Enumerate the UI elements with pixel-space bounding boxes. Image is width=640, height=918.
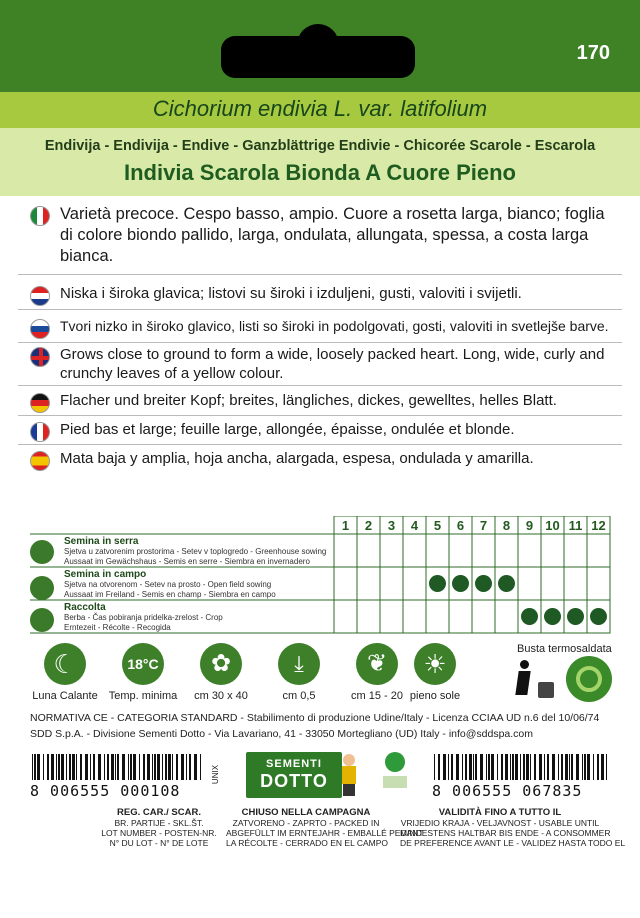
barcode-bar (512, 754, 514, 780)
calendar-cell (587, 567, 610, 600)
calendar-cell (518, 567, 541, 600)
barcode-bar (117, 754, 119, 780)
description-text: Grows close to ground to form a wide, loosely packed heart. Long, wide, curly and crunchy leaves of a yellow colour. (60, 346, 605, 382)
sowing-calendar (30, 516, 612, 634)
barcode-bar (544, 754, 545, 780)
foot-line: ZATVORENO - ZAPRTO - PACKED IN (232, 818, 380, 828)
description-es (30, 449, 620, 471)
barcode-bar (497, 754, 498, 780)
barcode-bar (66, 754, 67, 780)
barcode-bar (488, 754, 490, 780)
barcode-bar (606, 754, 607, 780)
foot-line: N° DU LOT - N° DE LOTE (109, 838, 209, 848)
barcode-bar (34, 754, 36, 780)
foot-line: BR. PARTIJE - SKL.ŠT. (114, 818, 204, 828)
barcode-bar (56, 754, 57, 780)
barcode-bar (32, 754, 33, 780)
divider (18, 415, 622, 416)
sealed-quality-icon (380, 752, 410, 798)
germany-flag-icon (30, 393, 50, 413)
barcode-bar (181, 754, 184, 780)
barcode-bar (143, 754, 145, 780)
calendar-cell (380, 567, 403, 600)
barcode-bar (558, 754, 559, 780)
barcode-right-number: 8 006555 067835 (432, 782, 583, 800)
barcode-bar (200, 754, 201, 780)
italy-flag-icon (30, 206, 50, 226)
sowing-depth-icon: ⤓ (278, 643, 320, 685)
calendar-cell (403, 567, 426, 600)
barcode-bar (85, 754, 88, 780)
calendar-dot (475, 575, 492, 592)
calendar-dot (452, 575, 469, 592)
france-flag-icon (30, 422, 50, 442)
foot-title: CHIUSO NELLA CAMPAGNA (241, 807, 371, 818)
calendar-cell (380, 600, 403, 633)
month-label: 2 (364, 518, 373, 533)
calendar-row-title: Semina in serra (64, 536, 139, 547)
calendar-row-subtitle: Sjetva u zatvorenim prostorima - Setev v toplogredo - Greenhouse sowing (64, 547, 327, 556)
barcode-bar (534, 754, 536, 780)
month-label: 11 (568, 518, 583, 533)
calendar-dot (567, 608, 584, 625)
description-text: Flacher und breiter Kopf; breites, längliches, dickes, gewelltes, helles Blatt. (60, 392, 557, 409)
calendar-cell (426, 534, 449, 567)
barcode-bar (565, 754, 568, 780)
month-label: 8 (502, 518, 511, 533)
description-de (30, 391, 620, 413)
description-fr (30, 420, 620, 442)
calendar-cell (587, 534, 610, 567)
spain-flag-icon (30, 451, 50, 471)
barcode-bar (539, 754, 542, 780)
calendar-cell (449, 600, 472, 633)
month-label: 5 (433, 518, 442, 533)
calendar-row-subtitle: Erntezeit - Récolte - Recogida (64, 623, 171, 632)
calendar-row-subtitle: Berba - Čas pobiranja pridelka-zrelost - Crop (64, 613, 223, 622)
barcode-bar (448, 754, 449, 780)
barcode-bar (168, 754, 171, 780)
barcode-bar (147, 754, 150, 780)
barcode-bar (90, 754, 91, 780)
divider (18, 274, 622, 275)
foot-title: VALIDITÀ FINO A TUTTO IL (438, 807, 562, 818)
uk-flag-icon (30, 347, 50, 367)
barcode-bar (172, 754, 173, 780)
barcode-bar (157, 754, 160, 780)
calendar-cell (518, 534, 541, 567)
barcode-bar (434, 754, 435, 780)
description-text: Varietà precoce. Cespo basso, ampio. Cuore a rosetta larga, bianco; foglia di colore biondo pallido, larga, ondulata, allungata, spessa, a costa larga bianca. (60, 205, 605, 265)
mascot-icon (338, 752, 360, 798)
month-label: 3 (387, 518, 396, 533)
description-sl (30, 317, 620, 339)
barcode-bar (582, 754, 583, 780)
calendar-dot (521, 608, 538, 625)
month-label: 4 (410, 518, 419, 533)
latin-name: Cichorium endivia L. var. latifolium (152, 96, 488, 121)
foot-title: REG. CAR./ SCAR. (117, 807, 201, 818)
brand-bottom: DOTTO (260, 771, 328, 791)
sementi-dotto-logo (246, 752, 342, 798)
barcode-bar (587, 754, 590, 780)
barcode-bar (584, 754, 586, 780)
packed-in-block (226, 807, 424, 848)
barcode-bar (601, 754, 604, 780)
calendar-cell (357, 534, 380, 567)
barcode-bar (47, 754, 49, 780)
barcode-bar (456, 754, 459, 780)
barcode-left-number: 8 006555 000108 (30, 782, 181, 800)
page-number: 170 (576, 42, 610, 64)
barcode-bar (480, 754, 483, 780)
barcode-bar (122, 754, 125, 780)
barcode-bar (133, 754, 136, 780)
calendar-cell (380, 534, 403, 567)
validity-block (400, 807, 626, 848)
month-label: 1 (341, 518, 350, 533)
lot-number-block (94, 808, 224, 848)
full-sun-icon: ☀ (414, 643, 456, 685)
foot-line: VRIJEDIO KRAJA - VELJAVNOST - USABLE UNTIL (400, 818, 600, 828)
barcode-bar (571, 754, 573, 780)
barcode-bar (189, 754, 191, 780)
calendar-cell (564, 534, 587, 567)
unix-label: UNIX (211, 764, 221, 785)
barcode-bar (111, 754, 114, 780)
regulation-line: NORMATIVA CE - CATEGORIA STANDARD - Stabilimento di produzione Udine/Italy - Licenza CCIAA UD n.6 del 10/06/74 (30, 712, 600, 724)
foot-line: DE PREFERENCE AVANT LE - VALIDEZ HASTA TODO EL (400, 838, 626, 848)
barcode-bar (176, 754, 178, 780)
barcode-bar (451, 754, 453, 780)
description-hr (30, 284, 620, 306)
barcode-bar (475, 754, 477, 780)
company-line: SDD S.p.A. - Divisione Sementi Dotto - Via Lavariano, 41 - 33050 Mortegliano (UD) Italy - info@sddspa.com (30, 728, 534, 740)
barcode-bar (576, 754, 579, 780)
barcode-bar (526, 754, 529, 780)
divider (18, 342, 622, 343)
icon-label: cm 0,5 (282, 690, 316, 702)
recycle-bin-icon (538, 682, 554, 698)
barcode-bar (552, 754, 555, 780)
barcode-bar (152, 754, 153, 780)
barcode-bar (76, 754, 77, 780)
barcode-bar (37, 754, 40, 780)
waning-moon-icon: ☾ (44, 643, 86, 685)
barcode-bar (515, 754, 518, 780)
description-text: Tvori nizko in široko glavico, listi so široki in podolgovati, gosti, valoviti in svetlejše barve. (60, 318, 609, 334)
description-text: Niska i široka glavica; listovi su široki i izduljeni, gusti, valoviti i svijetli. (60, 285, 522, 302)
calendar-cell (334, 600, 357, 633)
barcode-bar (530, 754, 531, 780)
barcode-bar (51, 754, 54, 780)
barcode-bar (486, 754, 487, 780)
barcode-bar (465, 754, 467, 780)
calendar-cell (334, 567, 357, 600)
calendar-dot (544, 608, 561, 625)
barcode-bar (462, 754, 463, 780)
description-text: Mata baja y amplia, hoja ancha, alargada, espesa, ondulada y amarilla. (60, 450, 534, 467)
barcode-bar (80, 754, 82, 780)
icon-label: cm 15 - 20 (351, 690, 403, 702)
calendar-dot (590, 608, 607, 625)
croatia-flag-icon (30, 286, 50, 306)
barcode-bar (520, 754, 521, 780)
barcode-bar (154, 754, 156, 780)
description-it (30, 204, 620, 268)
description-text: Pied bas et large; feuille large, allongée, épaisse, ondulée et blonde. (60, 421, 515, 438)
sealed-bag-label: Busta termosaldata (517, 643, 612, 655)
barcode-bar (61, 754, 64, 780)
calendar-row-subtitle: Aussaat im Freiland - Semis en champ - Siembra en campo (64, 590, 276, 599)
calendar-row-subtitle: Sjetva na otvorenom - Setev na prosto - Open field sowing (64, 580, 272, 589)
temperature-icon: 18°C (122, 643, 164, 685)
barcode-bar (469, 754, 472, 780)
divider (18, 444, 622, 445)
calendar-row-title: Semina in campo (64, 569, 147, 580)
calendar-cell (564, 567, 587, 600)
divider (18, 385, 622, 386)
calendar-cell (357, 567, 380, 600)
barcode-bar (69, 754, 71, 780)
calendar-cell (449, 534, 472, 567)
barcode-bar (561, 754, 563, 780)
barcode-bar (523, 754, 525, 780)
harvest-icon (30, 608, 54, 632)
hang-hole (221, 36, 415, 78)
calendar-cell (472, 600, 495, 633)
calendar-cell (403, 600, 426, 633)
month-label: 6 (456, 518, 465, 533)
plant-height-icon: ❦ (356, 643, 398, 685)
barcode-bar (130, 754, 132, 780)
barcode-bar (593, 754, 594, 780)
green-dot-icon (566, 656, 612, 702)
slovenia-flag-icon (30, 319, 50, 339)
foot-line: LOT NUMBER - POSTEN-NR. (101, 828, 217, 838)
calendar-cell (334, 534, 357, 567)
month-label: 10 (545, 518, 560, 533)
icon-label: cm 30 x 40 (194, 690, 248, 702)
barcode-bar (547, 754, 549, 780)
calendar-cell (495, 600, 518, 633)
calendar-row-title: Raccolta (64, 602, 106, 613)
barcode-bar (186, 754, 187, 780)
calendar-row-subtitle: Aussaat im Gewächshaus - Semis en serre - Siembra en invernadero (64, 557, 310, 566)
barcode-bar (139, 754, 140, 780)
barcode-bar (107, 754, 109, 780)
calendar-cell (541, 567, 564, 600)
barcode-bar (58, 754, 60, 780)
plant-spacing-icon: ✿ (200, 643, 242, 685)
foot-line: MINDESTENS HALTBAR BIS ENDE - A CONSOMMER (400, 828, 611, 838)
barcode-bar (72, 754, 75, 780)
open-field-icon (30, 576, 54, 600)
barcode-bar (93, 754, 95, 780)
calendar-dot (498, 575, 515, 592)
divider (18, 309, 622, 310)
calendar-dot (429, 575, 446, 592)
foot-line: LA RÉCOLTE - CERRADO EN EL CAMPO (226, 838, 389, 848)
month-label: 9 (525, 518, 534, 533)
calendar-cell (495, 534, 518, 567)
icon-label: Luna Calante (32, 690, 98, 702)
barcode-bar (501, 754, 503, 780)
barcode-bar (128, 754, 129, 780)
description-en (30, 345, 620, 385)
variety-name: Indivia Scarola Bionda A Cuore Pieno (123, 160, 516, 185)
barcode-bar (505, 754, 508, 780)
barcode-bar (162, 754, 163, 780)
calendar-cell (541, 534, 564, 567)
month-label: 12 (591, 518, 606, 533)
barcode-bar (165, 754, 167, 780)
calendar-cell (426, 600, 449, 633)
barcode-bar (104, 754, 105, 780)
barcode-bar (443, 754, 446, 780)
barcode-bar (491, 754, 494, 780)
litter-icon (512, 660, 538, 698)
barcode-bar (438, 754, 440, 780)
barcode-bar (510, 754, 511, 780)
greenhouse-icon (30, 540, 54, 564)
common-names: Endivija - Endivija - Endive - Ganzblättrige Endivie - Chicorée Scarole - Escarola (44, 138, 596, 154)
barcode-bar (98, 754, 101, 780)
brand-top: SEMENTI (266, 758, 322, 770)
barcode-bar (115, 754, 116, 780)
barcode-bar (43, 754, 44, 780)
month-label: 7 (479, 518, 488, 533)
icon-label: pieno sole (409, 690, 461, 702)
barcode-bar (569, 754, 570, 780)
barcode-bar (473, 754, 474, 780)
calendar-cell (403, 534, 426, 567)
barcode-bar (194, 754, 197, 780)
calendar-cell (357, 600, 380, 633)
calendar-cell (472, 534, 495, 567)
icon-label: Temp. minima (108, 690, 178, 702)
foot-line: ABGEFÜLLT IM ERNTEJAHR - EMBALLÉ PEDANT (226, 828, 424, 838)
barcode-bar (597, 754, 599, 780)
